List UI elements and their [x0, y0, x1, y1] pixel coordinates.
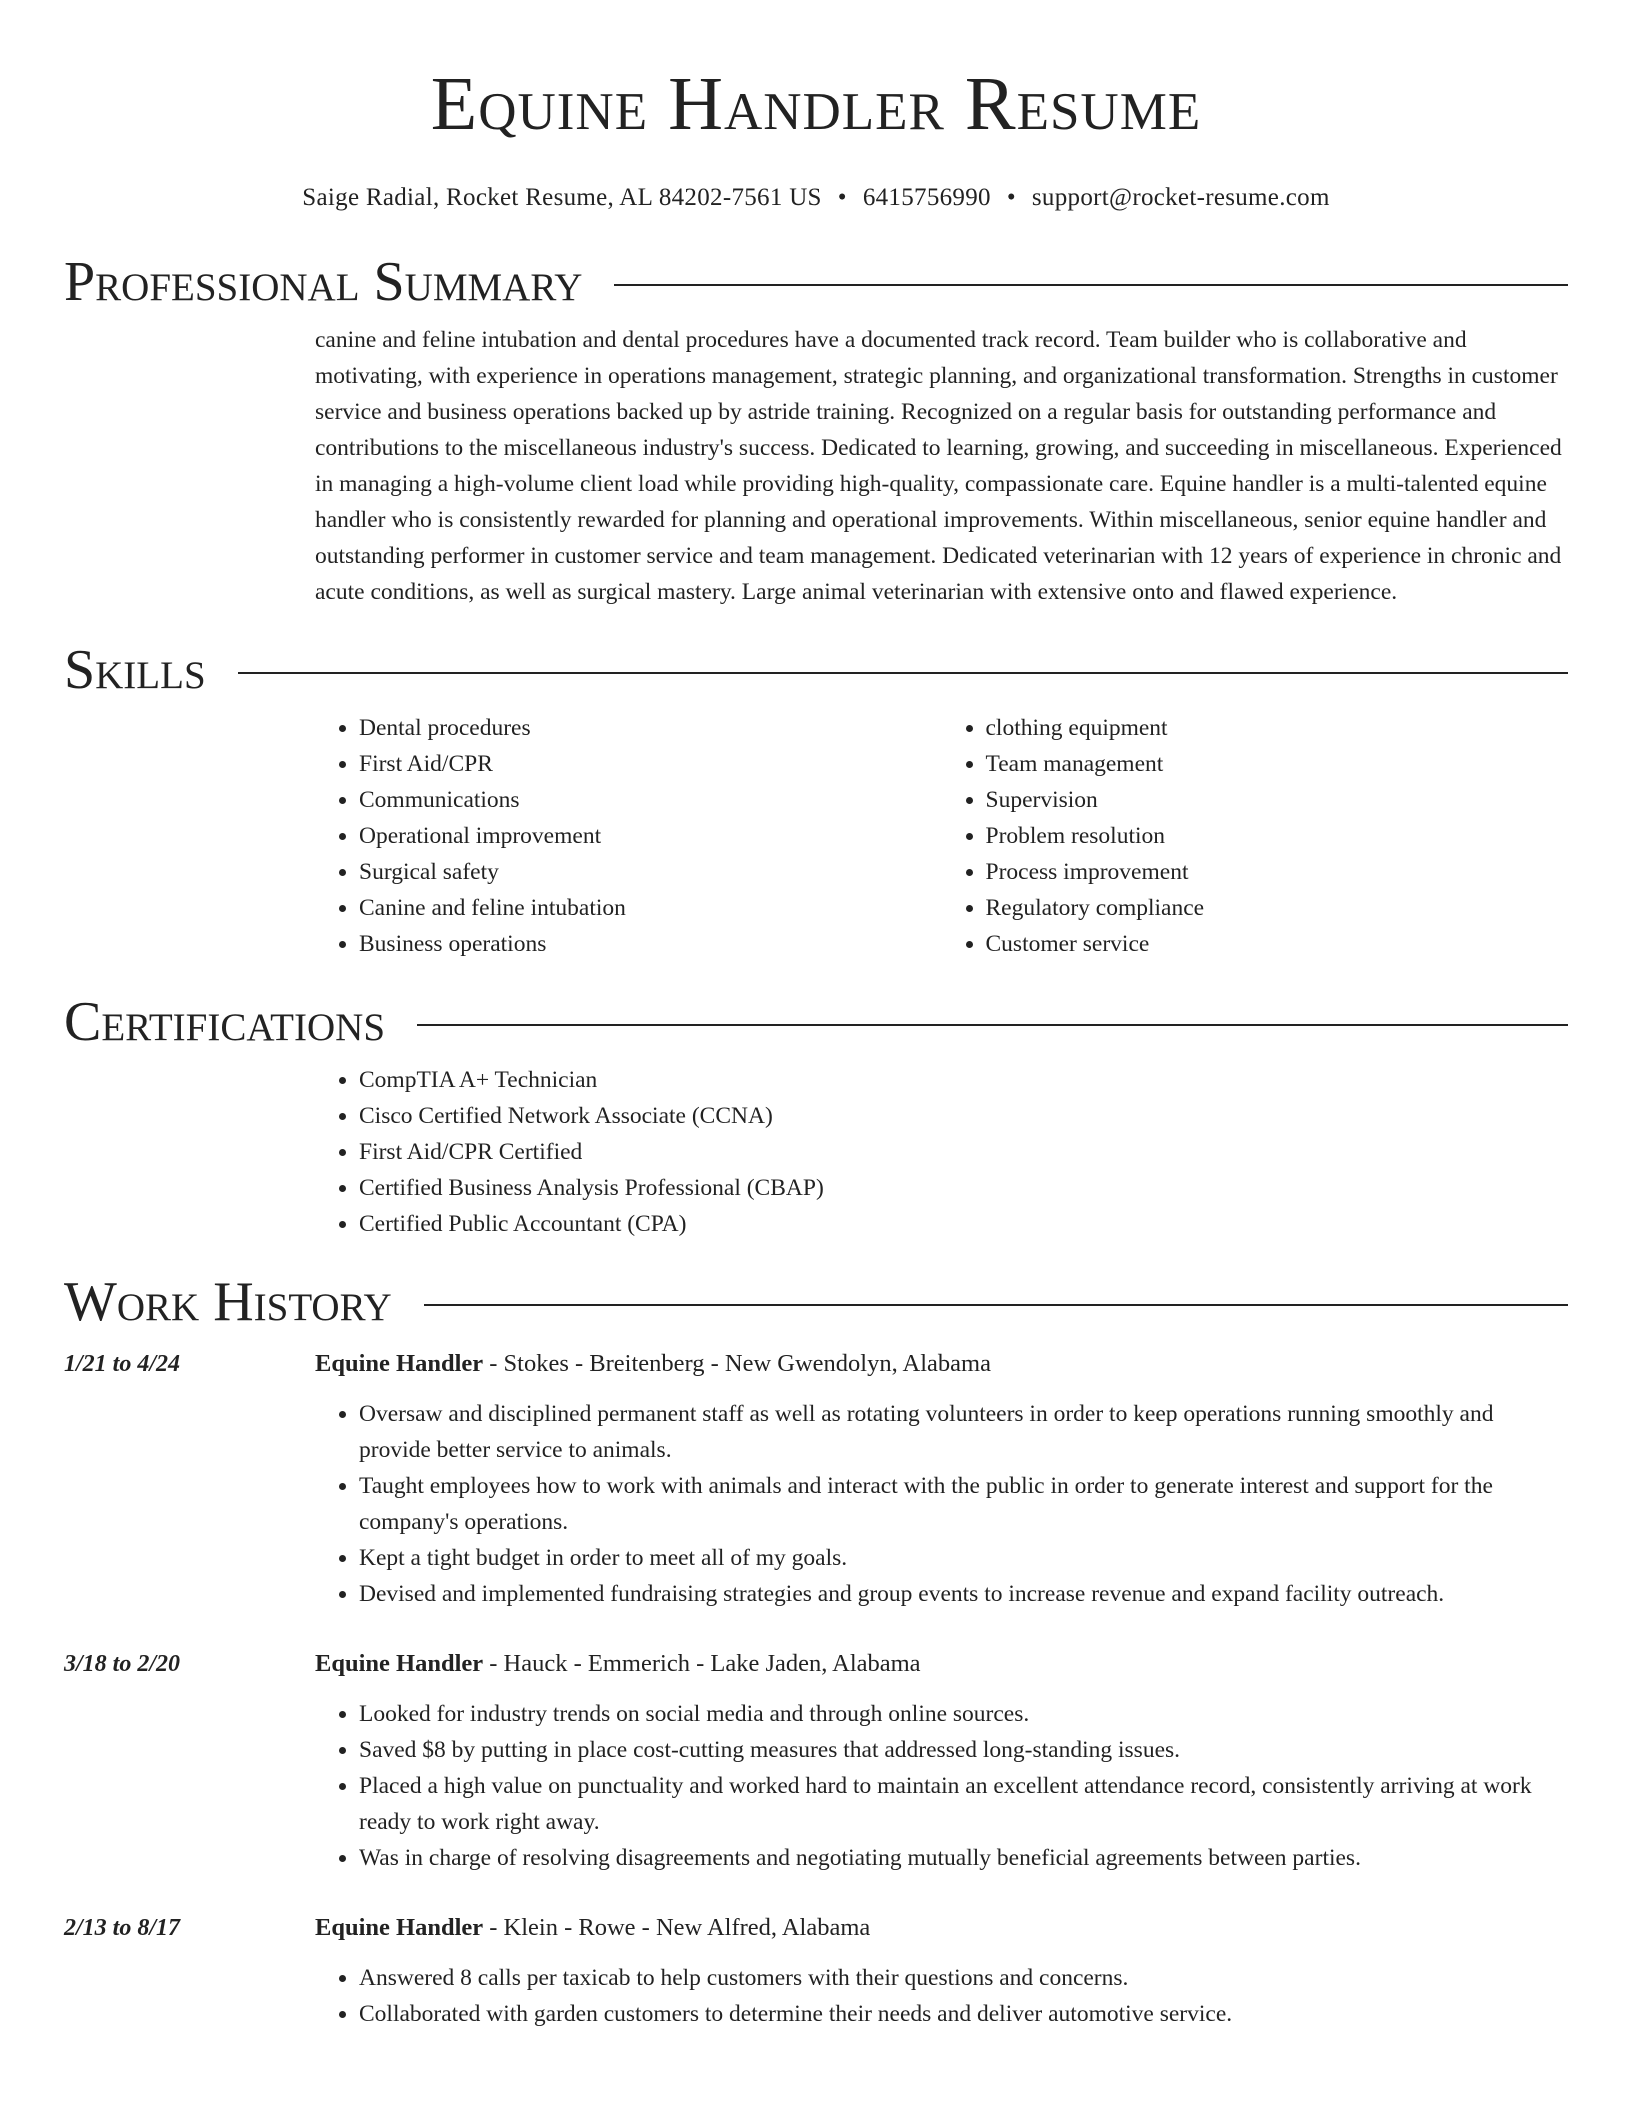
contact-phone: 6415756990 [862, 184, 991, 211]
certifications-body [315, 1062, 1568, 1242]
contact-separator: • [837, 184, 847, 211]
work-history-heading: Work History [64, 1271, 392, 1333]
skill-item: • Problem resolution [986, 818, 1569, 854]
contact-email: support@rocket-resume.com [1031, 184, 1330, 211]
skill-item: • Customer service [986, 926, 1569, 962]
skill-item: • clothing equipment [986, 710, 1569, 746]
job-bullets [315, 1696, 1568, 1876]
job-detail [315, 1346, 1568, 1612]
skills-heading: Skills [64, 639, 206, 701]
skill-item: • Surgical safety [359, 854, 942, 890]
contact-line [64, 182, 1568, 214]
summary-body [315, 322, 1568, 610]
job-bullet: • Taught employees how to work with animals and interact with the public in order to generate interest and support for the company's operations. [359, 1468, 1568, 1540]
skill-item: • Regulatory compliance [986, 890, 1569, 926]
page-title: Equine Handler Resume [430, 62, 1202, 146]
work-history-entry [64, 1910, 1568, 2032]
work-history-entry [64, 1646, 1568, 1876]
job-detail [315, 1910, 1568, 2032]
work-history-entry [64, 1346, 1568, 1612]
job-bullet: • Oversaw and disciplined permanent staff as well as rotating volunteers in order to keep operations running smoothly and provide better service to animals. [359, 1396, 1568, 1468]
job-dates: 1/21 to 4/24 [64, 1351, 181, 1377]
certifications-list [315, 1062, 1568, 1242]
job-bullets [315, 1960, 1568, 2032]
job-heading [315, 1346, 1568, 1382]
section-divider [614, 284, 1568, 286]
job-detail [315, 1646, 1568, 1876]
job-bullet: • Was in charge of resolving disagreements and negotiating mutually beneficial agreements between parties. [359, 1840, 1568, 1876]
certification-item: • CompTIA A+ Technician [359, 1062, 1568, 1098]
skills-section-header [64, 636, 1568, 704]
job-bullet: • Placed a high value on punctuality and worked hard to maintain an excellent attendance record, consistently arriving at work ready to work right away. [359, 1768, 1568, 1840]
skills-list [315, 710, 1568, 962]
certifications-heading: Certifications [64, 991, 386, 1053]
section-divider [238, 672, 1568, 674]
skill-item: • Supervision [986, 782, 1569, 818]
summary-section-header [64, 248, 1568, 316]
job-bullet: • Collaborated with garden customers to determine their needs and deliver automotive service. [359, 1996, 1568, 2032]
summary-heading: Professional Summary [64, 251, 583, 313]
skills-column-right [942, 710, 1569, 962]
job-title: Equine Handler [315, 1350, 484, 1377]
work-history-section-header [64, 1268, 1568, 1336]
job-bullet: • Devised and implemented fundraising strategies and group events to increase revenue and expand facility outreach. [359, 1576, 1568, 1612]
certification-item: • Cisco Certified Network Associate (CCNA) [359, 1098, 1568, 1134]
skill-item: • Team management [986, 746, 1569, 782]
skill-item: • Canine and feline intubation [359, 890, 942, 926]
job-heading [315, 1646, 1568, 1682]
job-employer: - Klein - Rowe - New Alfred, Alabama [483, 1914, 871, 1941]
job-employer: - Stokes - Breitenberg - New Gwendolyn, Alabama [483, 1350, 991, 1377]
skill-item: • Business operations [359, 926, 942, 962]
job-heading [315, 1910, 1568, 1946]
job-bullet: • Saved $8 by putting in place cost-cutting measures that addressed long-standing issues. [359, 1732, 1568, 1768]
certification-item: • Certified Public Accountant (CPA) [359, 1206, 1568, 1242]
certification-item: • First Aid/CPR Certified [359, 1134, 1568, 1170]
job-bullets [315, 1396, 1568, 1612]
skill-item: • Operational improvement [359, 818, 942, 854]
skill-item: • Process improvement [986, 854, 1569, 890]
job-bullet: • Looked for industry trends on social media and through online sources. [359, 1696, 1568, 1732]
section-divider [417, 1024, 1568, 1026]
contact-address: Saige Radial, Rocket Resume, AL 84202-7561 US [302, 184, 822, 211]
resume-page [64, 0, 1568, 2032]
job-title: Equine Handler [315, 1914, 484, 1941]
job-dates: 3/18 to 2/20 [64, 1651, 181, 1677]
job-title: Equine Handler [315, 1650, 484, 1677]
job-bullet: • Kept a tight budget in order to meet all of my goals. [359, 1540, 1568, 1576]
certification-item: • Certified Business Analysis Professional (CBAP) [359, 1170, 1568, 1206]
skill-item: • Communications [359, 782, 942, 818]
job-dates: 2/13 to 8/17 [64, 1915, 181, 1941]
skill-item: • Dental procedures [359, 710, 942, 746]
section-divider [424, 1304, 1568, 1306]
contact-separator: • [1006, 184, 1016, 211]
certifications-section-header [64, 988, 1568, 1056]
skills-column-left [315, 710, 942, 962]
job-employer: - Hauck - Emmerich - Lake Jaden, Alabama [483, 1650, 921, 1677]
skill-item: • First Aid/CPR [359, 746, 942, 782]
summary-text: canine and feline intubation and dental procedures have a documented track record. Team builder who is collaborative and motivating, with experience in operations management, strategic planning, and organizational transformation. Strengths in customer service and business operations backed up by astride training. Recognized on a regular basis for outstanding performance and contributions to the miscellaneous industry's success. Dedicated to learning, growing, and succeeding in miscellaneous. Experienced in managing a high-volume client load while providing high-quality, compassionate care. Equine handler is a multi-talented equine handler who is consistently rewarded for planning and operational improvements. Within miscellaneous, senior equine handler and outstanding performer in customer service and team management. Dedicated veterinarian with 12 years of experience in chronic and acute conditions, as well as surgical mastery. Large animal veterinarian with extensive onto and flawed experience. [315, 327, 1562, 605]
job-bullet: • Answered 8 calls per taxicab to help customers with their questions and concerns. [359, 1960, 1568, 1996]
